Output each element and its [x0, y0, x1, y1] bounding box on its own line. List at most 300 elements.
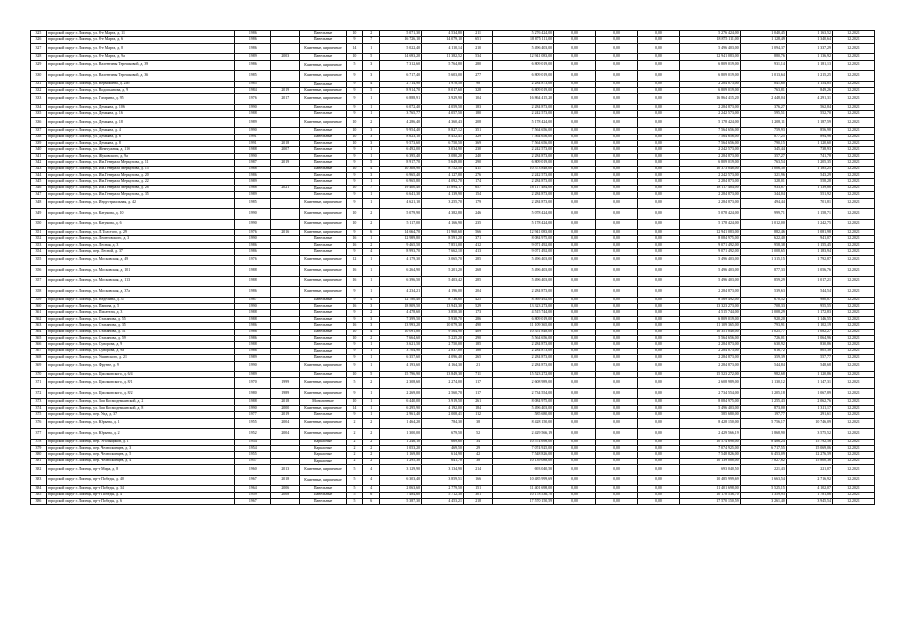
entrances-cell: 1: [363, 236, 380, 242]
total-cost-cell: 6 809 019,00: [679, 71, 740, 82]
entrances-cell: 5: [363, 54, 380, 60]
regional-funds-cell: 0,00: [554, 43, 596, 54]
total-cost-cell: 2 429 566,19: [679, 429, 740, 440]
specific-cost-cell: 958,38: [740, 242, 786, 248]
address-cell: городской округ г. Липецк, пр-т Победы, д. 40: [46, 475, 235, 486]
build-year-cell: 1960: [235, 465, 271, 476]
cost-cell: 12 941 083,00: [493, 54, 554, 60]
living-area-cell: 3 080,20: [422, 153, 464, 159]
local-funds-cell: 0,00: [596, 242, 638, 248]
living-area-cell: 4 196,00: [422, 287, 464, 298]
wall-material-cell: Панельные: [300, 249, 346, 255]
owner-funds-cell: 0,00: [637, 372, 679, 378]
specific-cost-cell: 1 205,18: [740, 388, 786, 399]
regional-funds-cell: 0,00: [554, 465, 596, 476]
floors-cell: 10: [346, 128, 363, 134]
specific-cost-cell: 321,96: [740, 172, 786, 178]
unit-cost-cell: 2 062,76: [786, 399, 832, 405]
total-cost-cell: 11 401 698,00: [679, 486, 740, 492]
completion-date-cell: 12.2021: [832, 31, 874, 37]
total-cost-cell: 5 178 424,00: [679, 117, 740, 128]
build-year-cell: 1954: [235, 445, 271, 451]
completion-date-cell: 12.2021: [832, 209, 874, 220]
floors-cell: 10: [346, 54, 363, 60]
entrances-cell: 2: [363, 458, 380, 464]
residents-cell: 285: [463, 255, 492, 266]
owner-funds-cell: 0,00: [637, 458, 679, 464]
regional-funds-cell: 0,00: [554, 378, 596, 389]
total-cost-cell: 18 875 111,00: [679, 37, 740, 43]
entrances-cell: 4: [363, 475, 380, 486]
entrances-cell: 1: [363, 255, 380, 266]
cost-cell: 5 496 403,00: [493, 43, 554, 54]
total-area-cell: 6 888,91: [380, 94, 422, 105]
row-number: 382: [31, 465, 47, 476]
build-year-cell: 1955: [235, 418, 271, 429]
local-funds-cell: 0,00: [596, 492, 638, 498]
row-number: 370: [31, 372, 47, 378]
floors-cell: 16: [346, 303, 363, 309]
local-funds-cell: 0,00: [596, 418, 638, 429]
row-number: 380: [31, 452, 47, 458]
wall-material-cell: Каменные, кирпичные: [300, 388, 346, 399]
wall-material-cell: Каменные, кирпичные: [300, 219, 346, 230]
floors-cell: 9: [346, 287, 363, 298]
specific-cost-cell: 359,39: [740, 355, 786, 361]
wall-material-cell: Панельные: [300, 111, 346, 117]
regional-funds-cell: 0,00: [554, 236, 596, 242]
local-funds-cell: 0,00: [596, 172, 638, 178]
regional-funds-cell: 0,00: [554, 276, 596, 287]
total-cost-cell: 6 809 019,00: [679, 316, 740, 322]
total-cost-cell: 9 071 492,00: [679, 242, 740, 248]
residents-cell: 290: [463, 160, 492, 166]
living-area-cell: 5 712,30: [422, 492, 464, 498]
address-cell: городской округ г. Липецк, ул. Циолковского, д. 8/1: [46, 378, 235, 389]
entrances-cell: 3: [363, 128, 380, 134]
owner-funds-cell: 0,00: [637, 185, 679, 191]
total-area-cell: 7 664,60: [380, 335, 422, 341]
residents-cell: 204: [463, 287, 492, 298]
table-row: [31, 43, 875, 54]
regional-funds-cell: 0,00: [554, 342, 596, 348]
regional-funds-cell: 0,00: [554, 439, 596, 445]
entrances-cell: 1: [363, 399, 380, 405]
cost-cell: 13 323 273,00: [493, 303, 554, 309]
total-area-cell: 10 091,80: [380, 329, 422, 335]
build-year-cell: 1988: [235, 276, 271, 287]
floors-cell: 9: [346, 310, 363, 316]
total-cost-cell: 2 284 873,00: [679, 342, 740, 348]
owner-funds-cell: 0,00: [637, 348, 679, 354]
wall-material-cell: Панельные: [300, 342, 346, 348]
wall-material-cell: Каменные, кирпичные: [300, 60, 346, 71]
total-cost-cell: 10 178 536,70: [679, 492, 740, 498]
cost-cell: 11 401 698,00: [493, 486, 554, 492]
owner-funds-cell: 0,00: [637, 179, 679, 185]
residents-cell: 154: [463, 192, 492, 198]
renovation-year-cell: 2019: [271, 88, 300, 94]
specific-cost-cell: 877,33: [740, 266, 786, 277]
living-area-cell: 8 017,60: [422, 88, 464, 94]
build-year-cell: 1990: [235, 209, 271, 220]
specific-cost-cell: 763,54: [740, 160, 786, 166]
regional-funds-cell: 0,00: [554, 348, 596, 354]
cost-cell: 15 523 272,00: [493, 372, 554, 378]
unit-cost-cell: 1 067,89: [786, 388, 832, 399]
address-cell: городской округ г. Липецк, ул. Демьяна, д. 8: [46, 141, 235, 147]
unit-cost-cell: 1 082,27: [786, 329, 832, 335]
specific-cost-cell: 920,20: [740, 316, 786, 322]
regional-funds-cell: 0,00: [554, 242, 596, 248]
owner-funds-cell: 0,00: [637, 54, 679, 60]
living-area-cell: 3 134,90: [422, 465, 464, 476]
residents-cell: 173: [463, 310, 492, 316]
build-year-cell: 1952: [235, 429, 271, 440]
completion-date-cell: 12.2021: [832, 429, 874, 440]
regional-funds-cell: 0,00: [554, 198, 596, 209]
living-area-cell: 2 750,00: [422, 342, 464, 348]
table-row: [31, 418, 875, 429]
owner-funds-cell: 0,00: [637, 439, 679, 445]
unit-cost-cell: 1 187,59: [786, 117, 832, 128]
total-cost-cell: 2 284 873,00: [679, 361, 740, 372]
entrances-cell: 2: [363, 418, 380, 429]
specific-cost-cell: 1 094,37: [740, 43, 786, 54]
address-cell: городской округ г. Липецк, ул. Демьяна, д. 18: [46, 117, 235, 128]
residents-cell: 412: [463, 242, 492, 248]
floors-cell: 5: [346, 486, 363, 492]
row-number: 355: [31, 255, 47, 266]
build-year-cell: 1990: [235, 128, 271, 134]
cost-cell: 7 564 656,00: [493, 134, 554, 140]
entrances-cell: 2: [363, 439, 380, 445]
floors-cell: 9: [346, 88, 363, 94]
regional-funds-cell: 0,00: [554, 209, 596, 220]
completion-date-cell: 12.2021: [832, 219, 874, 230]
total-area-cell: 6 072,40: [380, 104, 422, 110]
living-area-cell: 7 851,00: [422, 242, 464, 248]
wall-material-cell: Панельные: [300, 498, 346, 504]
floors-cell: 10: [346, 166, 363, 172]
wall-material-cell: Каменные, кирпичные: [300, 230, 346, 236]
local-funds-cell: 0,00: [596, 255, 638, 266]
address-cell: городской округ г. Липецк, ул. Им.Генерала Меркулова, д. 22: [46, 179, 235, 185]
cost-cell: 2 242 573,00: [493, 147, 554, 153]
owner-funds-cell: 0,00: [637, 418, 679, 429]
unit-cost-cell: 551,92: [786, 192, 832, 198]
row-number: 329: [31, 60, 47, 71]
unit-cost-cell: 1 792,87: [786, 255, 832, 266]
total-cost-cell: 8 569 492,00: [679, 297, 740, 303]
entrances-cell: 1: [363, 412, 380, 418]
cost-cell: 16 864 415,20: [493, 94, 554, 105]
build-year-cell: 1986: [235, 31, 271, 37]
total-cost-cell: 2 284 873,00: [679, 348, 740, 354]
owner-funds-cell: 0,00: [637, 412, 679, 418]
unit-cost-cell: 562,84: [786, 104, 832, 110]
row-number: 328: [31, 54, 47, 60]
living-area-cell: 5 603,00: [422, 71, 464, 82]
living-area-cell: 1 978,50: [422, 81, 464, 87]
specific-cost-cell: 622,40: [740, 236, 786, 242]
address-cell: городской округ г. Липецк, ул. 8-е Марта, д. 9а: [46, 54, 235, 60]
renovation-year-cell: [271, 219, 300, 230]
regional-funds-cell: 0,00: [554, 335, 596, 341]
total-area-cell: 8 917,70: [380, 160, 422, 166]
row-number: 342: [31, 160, 47, 166]
owner-funds-cell: 0,00: [637, 166, 679, 172]
entrances-cell: 1: [363, 179, 380, 185]
floors-cell: 9: [346, 94, 363, 105]
specific-cost-cell: 539,63: [740, 287, 786, 298]
build-year-cell: 1976: [235, 94, 271, 105]
owner-funds-cell: 0,00: [637, 43, 679, 54]
row-number: 333: [31, 94, 47, 105]
address-cell: городской округ г. Липецк, ул. Водопьянова, д. 9: [46, 88, 235, 94]
address-cell: городской округ г. Липецк, ул. Жуковского, д. 9а: [46, 153, 235, 159]
total-area-cell: 5 071,30: [380, 31, 422, 37]
specific-cost-cell: 933,87: [740, 185, 786, 191]
total-area-cell: 3 765,77: [380, 111, 422, 117]
cost-cell: 2 284 873,00: [493, 81, 554, 87]
floors-cell: 16: [346, 276, 363, 287]
unit-cost-cell: 980,87: [786, 297, 832, 303]
build-year-cell: 1955: [235, 452, 271, 458]
row-number: 366: [31, 342, 47, 348]
specific-cost-cell: 931,14: [740, 60, 786, 71]
row-number: 330: [31, 71, 47, 82]
unit-cost-cell: 1 155,45: [786, 242, 832, 248]
entrances-cell: 1: [363, 361, 380, 372]
entrances-cell: 6: [363, 230, 380, 236]
address-cell: городской округ г. Липецк, ул. Л.Толстого, д. 29: [46, 230, 235, 236]
specific-cost-cell: 1 013,64: [740, 71, 786, 82]
wall-material-cell: Панельные: [300, 54, 346, 60]
owner-funds-cell: 0,00: [637, 475, 679, 486]
entrances-cell: 1: [363, 355, 380, 361]
local-funds-cell: 0,00: [596, 60, 638, 71]
build-year-cell: 1988: [235, 342, 271, 348]
wall-material-cell: Панельные: [300, 355, 346, 361]
build-year-cell: 1990: [235, 236, 271, 242]
residents-cell: 112: [463, 412, 492, 418]
cost-cell: 8 084 975,00: [493, 236, 554, 242]
owner-funds-cell: 0,00: [637, 429, 679, 440]
renovation-year-cell: [271, 287, 300, 298]
specific-cost-cell: 1 012,00: [740, 219, 786, 230]
build-year-cell: 1988: [235, 310, 271, 316]
row-number: 346: [31, 185, 47, 191]
specific-cost-cell: 708,33: [740, 303, 786, 309]
completion-date-cell: 12.2021: [832, 242, 874, 248]
regional-funds-cell: 0,00: [554, 179, 596, 185]
specific-cost-cell: 344,04: [740, 192, 786, 198]
residents-cell: 280: [463, 60, 492, 71]
unit-cost-cell: 849,26: [786, 88, 832, 94]
owner-funds-cell: 0,00: [637, 81, 679, 87]
living-area-cell: 4 382,80: [422, 209, 464, 220]
total-cost-cell: 10 574 698,00: [679, 439, 740, 445]
renovation-year-cell: 2013: [271, 465, 300, 476]
total-area-cell: 3 621,50: [380, 342, 422, 348]
address-cell: городской округ г. Липецк, пер. Уид, д. 37: [46, 412, 235, 418]
local-funds-cell: 0,00: [596, 134, 638, 140]
residents-cell: 117: [463, 378, 492, 389]
renovation-year-cell: 2019: [271, 412, 300, 418]
entrances-cell: 1: [363, 104, 380, 110]
row-number: 350: [31, 219, 47, 230]
address-cell: городской округ г. Липецк, ул. Папина, д. 5: [46, 303, 235, 309]
unit-cost-cell: 1 181,13: [786, 60, 832, 71]
total-cost-cell: 2 284 873,00: [679, 198, 740, 209]
entrances-cell: 2: [363, 429, 380, 440]
living-area-cell: 641,70: [422, 458, 464, 464]
renovation-year-cell: 2000: [271, 405, 300, 411]
cost-cell: 7 074 925,00: [493, 445, 554, 451]
floors-cell: 10: [346, 141, 363, 147]
living-area-cell: 3 859,51: [422, 475, 464, 486]
renovation-year-cell: 2004: [271, 429, 300, 440]
living-area-cell: 4 110,14: [422, 43, 464, 54]
local-funds-cell: 0,00: [596, 230, 638, 236]
owner-funds-cell: 0,00: [637, 60, 679, 71]
local-funds-cell: 0,00: [596, 81, 638, 87]
completion-date-cell: 12.2021: [832, 88, 874, 94]
floors-cell: 9: [346, 153, 363, 159]
entrances-cell: 4: [363, 249, 380, 255]
total-area-cell: 19 400,40: [380, 185, 422, 191]
address-cell: городской округ г. Липецк, ул. Валентины Терешковой, д. 36: [46, 71, 235, 82]
completion-date-cell: 12.2021: [832, 348, 874, 354]
address-cell: городской округ г. Липецк, ул. Стаханова, д. 59: [46, 335, 235, 341]
address-cell: городской округ г. Липецк, ул. Демьяна, д. 16: [46, 111, 235, 117]
address-cell: городской округ г. Липецк, пр-т Победы, д. 4: [46, 492, 235, 498]
wall-material-cell: Каркасные: [300, 445, 346, 451]
total-area-cell: 6 303,40: [380, 475, 422, 486]
floors-cell: 9: [346, 230, 363, 236]
local-funds-cell: 0,00: [596, 316, 638, 322]
build-year-cell: 1990: [235, 104, 271, 110]
address-cell: городской округ г. Липецк, ул. Стаханова, д. 51: [46, 329, 235, 335]
build-year-cell: 1986: [235, 287, 271, 298]
specific-cost-cell: 880,76: [740, 54, 786, 60]
build-year-cell: 1990: [235, 405, 271, 411]
specific-cost-cell: 1 315,15: [740, 255, 786, 266]
address-cell: городской округ г. Липецк, пр-т Победы, д. 6: [46, 498, 235, 504]
regional-funds-cell: 0,00: [554, 405, 596, 411]
unit-cost-cell: 543,29: [786, 172, 832, 178]
entrances-cell: 3: [363, 316, 380, 322]
address-cell: городской округ г. Липецк, ул. Юрьева, д. 1: [46, 418, 235, 429]
cost-cell: 18 117 484,00: [493, 185, 554, 191]
cost-cell: 5 276 424,00: [493, 31, 554, 37]
regional-funds-cell: 0,00: [554, 71, 596, 82]
owner-funds-cell: 0,00: [637, 445, 679, 451]
completion-date-cell: 12.2021: [832, 255, 874, 266]
cost-cell: 5 178 424,00: [493, 219, 554, 230]
wall-material-cell: Панельные: [300, 179, 346, 185]
floors-cell: 5: [346, 492, 363, 498]
completion-date-cell: 12.2021: [832, 465, 874, 476]
unit-cost-cell: 4 291,31: [786, 94, 832, 105]
residents-cell: 211: [463, 31, 492, 37]
total-area-cell: 8 914,70: [380, 88, 422, 94]
living-area-cell: 5 225,20: [422, 335, 464, 341]
total-cost-cell: 2 734 554,00: [679, 388, 740, 399]
owner-funds-cell: 0,00: [637, 378, 679, 389]
row-number: 326: [31, 37, 47, 43]
owner-funds-cell: 0,00: [637, 388, 679, 399]
local-funds-cell: 0,00: [596, 287, 638, 298]
specific-cost-cell: 1 006,30: [740, 166, 786, 172]
local-funds-cell: 0,00: [596, 236, 638, 242]
residents-cell: 183: [463, 104, 492, 110]
row-number: 362: [31, 316, 47, 322]
row-number: 381: [31, 458, 47, 464]
floors-cell: 5: [346, 378, 363, 389]
owner-funds-cell: 0,00: [637, 323, 679, 329]
unit-cost-cell: 1 185,25: [786, 166, 832, 172]
entrances-cell: 4: [363, 486, 380, 492]
build-year-cell: 1989: [235, 179, 271, 185]
residents-cell: 117: [463, 388, 492, 399]
floors-cell: 10: [346, 134, 363, 140]
floors-cell: 2: [346, 418, 363, 429]
regional-funds-cell: 0,00: [554, 54, 596, 60]
address-cell: городской округ г. Липецк, ул. Гагарина, д. 95: [46, 94, 235, 105]
entrances-cell: 3: [363, 303, 380, 309]
address-cell: городской округ г. Липецк, ул. Им.Генерала Меркулова, д. 15: [46, 166, 235, 172]
unit-cost-cell: 741,78: [786, 153, 832, 159]
completion-date-cell: 12.2021: [832, 486, 874, 492]
local-funds-cell: 0,00: [596, 388, 638, 399]
completion-date-cell: 12.2021: [832, 297, 874, 303]
completion-date-cell: 12.2021: [832, 323, 874, 329]
entrances-cell: 2: [363, 219, 380, 230]
floors-cell: 10: [346, 372, 363, 378]
wall-material-cell: Панельные: [300, 310, 346, 316]
residents-cell: 179: [463, 198, 492, 209]
completion-date-cell: 12.2021: [832, 128, 874, 134]
specific-cost-cell: 6 717,55: [740, 445, 786, 451]
address-cell: городской округ г. Липецк, пер. Челюскинцев, д. 5: [46, 452, 235, 458]
regional-funds-cell: 0,00: [554, 297, 596, 303]
address-cell: городской округ г. Липецк, ул. Им.Генерала Меркулова, д. 20: [46, 172, 235, 178]
regional-funds-cell: 0,00: [554, 475, 596, 486]
residents-cell: 151: [463, 486, 492, 492]
residents-cell: 21: [463, 361, 492, 372]
specific-cost-cell: 8 486,24: [740, 439, 786, 445]
cost-cell: 2 734 554,00: [493, 388, 554, 399]
cost-cell: 2 242 573,00: [493, 172, 554, 178]
regional-funds-cell: 0,00: [554, 310, 596, 316]
row-number: 365: [31, 335, 47, 341]
renovation-year-cell: 2003: [271, 54, 300, 60]
floors-cell: 10: [346, 219, 363, 230]
entrances-cell: 2: [363, 335, 380, 341]
cost-cell: 585 680,00: [493, 412, 554, 418]
unit-cost-cell: 548,68: [786, 361, 832, 372]
regional-funds-cell: 0,00: [554, 355, 596, 361]
specific-cost-cell: 1 359,93: [740, 492, 786, 498]
total-cost-cell: 7 548 826,00: [679, 452, 740, 458]
local-funds-cell: 0,00: [596, 192, 638, 198]
unit-cost-cell: 2 716,92: [786, 475, 832, 486]
owner-funds-cell: 0,00: [637, 236, 679, 242]
table-row: [31, 378, 875, 389]
living-area-cell: 8 752,50: [422, 166, 464, 172]
